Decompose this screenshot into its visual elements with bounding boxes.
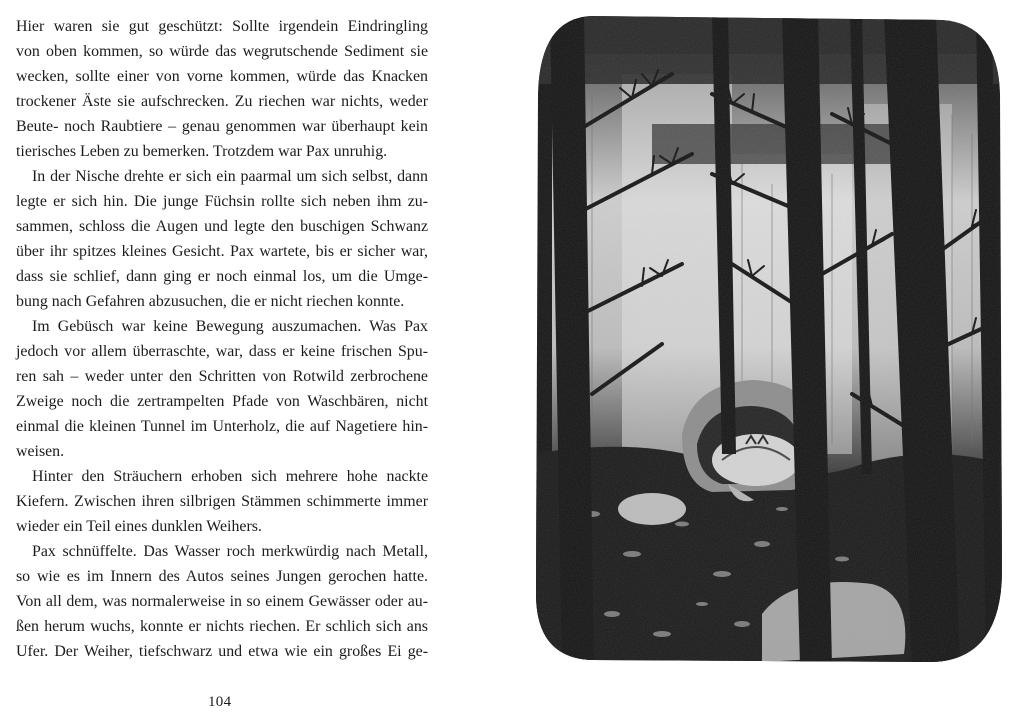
text-line: Kiefern. Zwischen ihren silbrigen Stämmen schimmerte immer [16,493,428,510]
text-line: jedoch vor allem überraschte, war, dass er keine frischen Spu- [16,343,428,360]
text-line: ßen herum wuchs, konnte er nichts riechen. Er schlich sich ans [16,618,428,635]
text-line: dass sie schlief, dann ging er noch einmal los, um die Umge- [16,268,428,285]
text-line: trockener Äste sie aufschrecken. Zu riechen war nichts, weder [16,93,428,110]
text-line: Im Gebüsch war keine Bewegung auszumachen. Was Pax [32,318,428,335]
text-line: Von all dem, was normalerweise in so einem Gewässer oder au- [16,593,428,610]
text-line: Hier waren sie gut geschützt: Sollte irgendein Eindringling [16,18,428,35]
paragraph-3 [16,314,428,464]
text-line: sammen, schloss die Augen und legte den buschigen Schwanz [16,218,428,235]
text-line: Beute- noch Raubtiere – genau genommen war überhaupt kein [16,118,428,135]
text-line: Hinter den Sträuchern erhoben sich mehrere hohe nackte [32,468,428,485]
text-line: ren sah – weder unter den Schritten von Rotwild zerbrochene [16,368,428,385]
paragraph-5 [16,539,428,664]
text-line: Zweige noch die zertrampelten Pfade von Waschbären, nicht [16,393,428,410]
text-line: wieder ein Teil eines dunklen Weihers. [16,518,262,535]
paragraph-4 [16,464,428,539]
text-line: Ufer. Der Weiher, tiefschwarz und etwa wie ein großes Ei ge- [16,643,428,660]
text-line: tierisches Leben zu bemerken. Trotzdem war Pax unruhig. [16,143,388,160]
book-text-page [16,14,428,664]
forest-night-illustration [532,14,1004,666]
text-line: Pax schnüffelte. Das Wasser roch merkwürdig nach Metall, [32,543,428,560]
text-line: so wie es im Innern des Autos seines Jungen gerochen hatte. [16,568,428,585]
text-line: einmal die kleinen Tunnel im Unterholz, die auf Nagetiere hin- [16,418,428,435]
text-line: bung nach Gefahren abzusuchen, die er nicht riechen konnte. [16,293,405,310]
text-line: über ihr spitzes kleines Gesicht. Pax wartete, bis er sicher war, [16,243,428,260]
page-number: 104 [208,694,232,710]
text-line: von oben kommen, so würde das wegrutschende Sediment sie [16,43,428,60]
text-line: wecken, sollte einer von vorne kommen, würde das Knacken [16,68,428,85]
text-line: In der Nische drehte er sich ein paarmal um sich selbst, dann [32,168,428,185]
illustration-svg [532,14,1004,666]
text-line: legte er sich hin. Die junge Füchsin rollte sich neben ihm zu- [16,193,428,210]
paragraph-2 [16,164,428,314]
paragraph-1 [16,14,428,164]
text-line: weisen. [16,443,65,460]
